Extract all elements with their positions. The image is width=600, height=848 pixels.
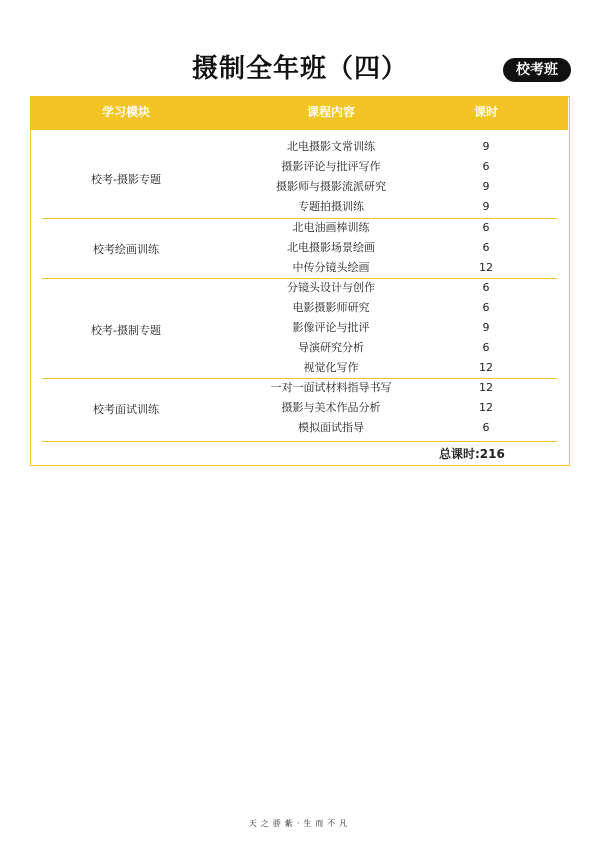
course-hours: 6 (482, 301, 490, 314)
course-hours: 6 (482, 221, 490, 234)
course-name: 中传分镜头绘画 (292, 261, 370, 274)
module-group (31, 378, 568, 438)
table-row (31, 137, 568, 157)
course-hours: 6 (482, 241, 490, 254)
total-divider (42, 441, 557, 442)
course-name: 北电摄影场景绘画 (287, 241, 375, 254)
course-name: 视觉化写作 (303, 361, 359, 374)
table-row (31, 298, 568, 318)
course-hours: 12 (479, 381, 493, 394)
group-label: 校考面试训练 (93, 403, 159, 416)
table-row (31, 258, 568, 278)
table-row (31, 418, 568, 438)
course-hours: 6 (482, 281, 490, 294)
table-row (31, 398, 568, 418)
table-row (31, 358, 568, 378)
table-header (31, 97, 568, 130)
table-row (31, 338, 568, 358)
course-name: 北电油画棒训练 (292, 221, 370, 234)
course-name: 一对一面试材料指导书写 (270, 381, 392, 394)
module-group (31, 137, 568, 217)
course-name: 摄影师与摄影流派研究 (276, 180, 386, 193)
class-type-badge: 校考班 (503, 58, 571, 82)
course-name: 导演研究分析 (298, 341, 364, 354)
course-hours: 9 (482, 140, 490, 153)
course-name: 摄影评论与批评写作 (281, 160, 381, 173)
course-name: 电影摄影师研究 (292, 301, 370, 314)
header-module: 学习模块 (101, 105, 150, 119)
total-hours: 总课时:216 (439, 447, 505, 461)
page-title: 摄制全年班（四） (191, 54, 408, 84)
course-hours: 9 (482, 180, 490, 193)
course-hours: 6 (482, 160, 490, 173)
course-name: 分镜头设计与创作 (287, 281, 375, 294)
table-row (31, 197, 568, 217)
course-name: 模拟面试指导 (298, 421, 364, 434)
table-row (31, 238, 568, 258)
course-hours: 9 (482, 200, 490, 213)
course-name: 北电摄影文常训练 (287, 140, 375, 153)
module-group (31, 278, 568, 378)
header-course: 课程内容 (306, 105, 355, 119)
curriculum-table (30, 96, 570, 466)
course-hours: 12 (479, 401, 493, 414)
module-group (31, 218, 568, 278)
table-row (31, 378, 568, 398)
group-label: 校考-摄制专题 (91, 324, 161, 337)
course-hours: 12 (479, 261, 493, 274)
footer-slogan: 天之骄紫·生而不凡 (248, 819, 352, 828)
header-hours: 课时 (473, 105, 498, 119)
course-hours: 6 (482, 341, 490, 354)
course-hours: 6 (482, 421, 490, 434)
table-row (31, 218, 568, 238)
group-label: 校考-摄影专题 (91, 173, 161, 186)
table-row (31, 318, 568, 338)
course-hours: 9 (482, 321, 490, 334)
table-row (31, 157, 568, 177)
course-name: 影像评论与批评 (292, 321, 370, 334)
table-row (31, 177, 568, 197)
course-hours: 12 (479, 361, 493, 374)
course-name: 摄影与美术作品分析 (281, 401, 381, 414)
table-row (31, 278, 568, 298)
group-label: 校考绘画训练 (93, 243, 159, 256)
course-name: 专题拍摄训练 (298, 200, 364, 213)
